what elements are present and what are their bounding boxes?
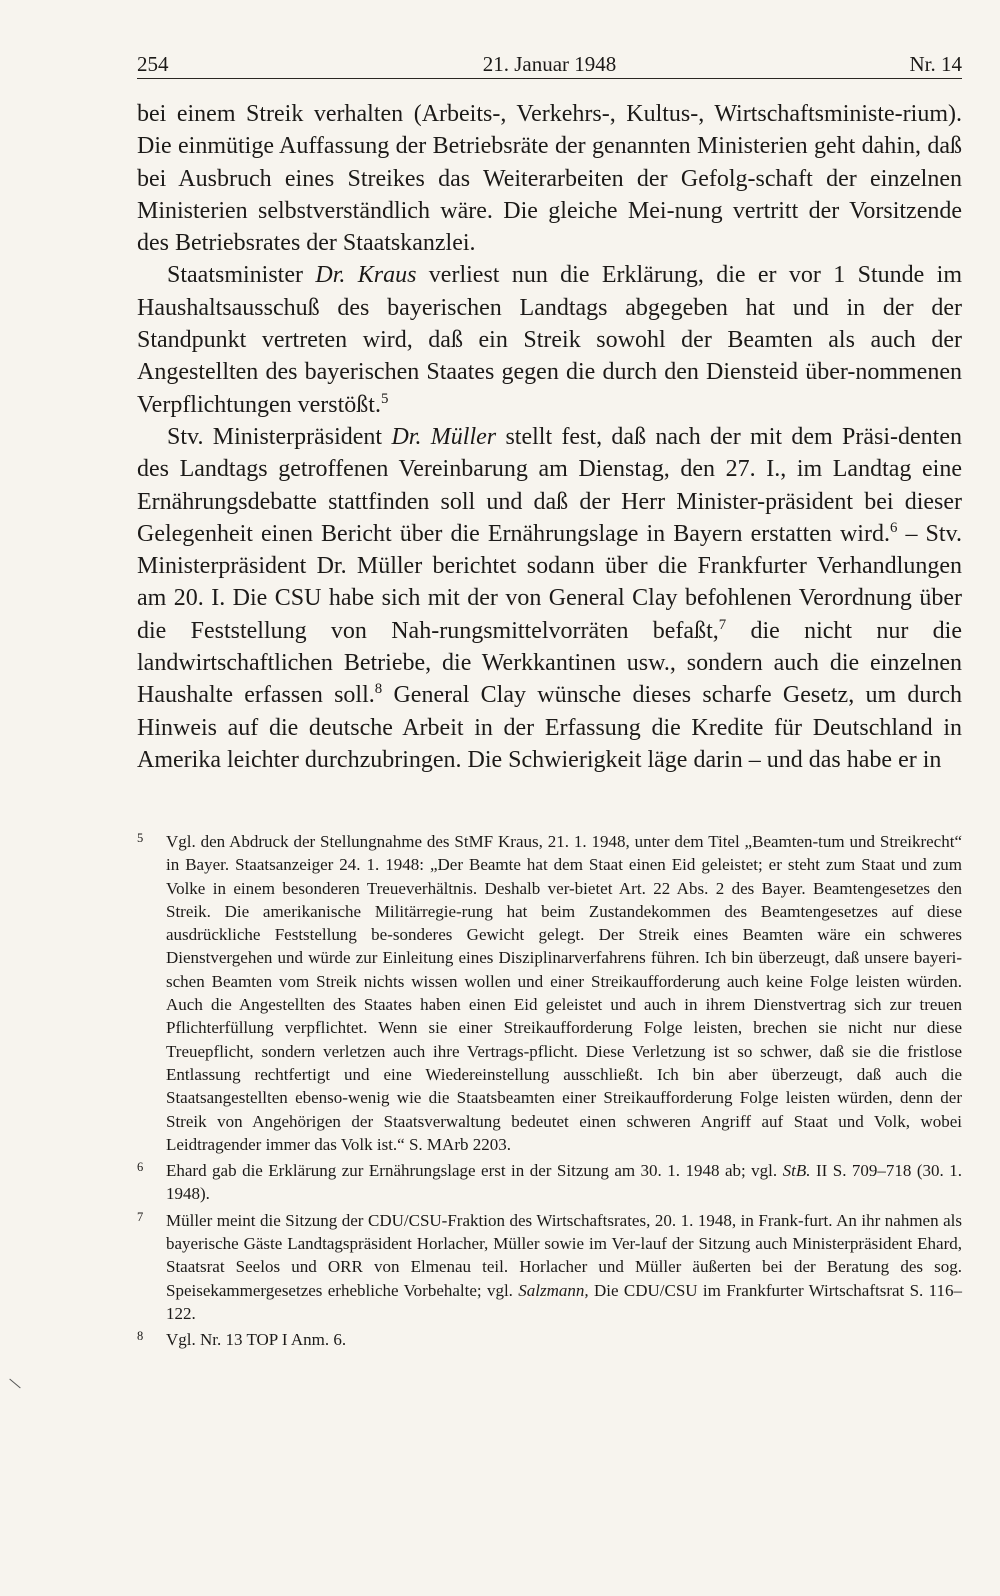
footnote-8 [137, 1328, 962, 1351]
paragraph-2-text-a: Staatsminister [167, 262, 316, 289]
footnote-8-text: Vgl. Nr. 13 TOP I Anm. 6. [166, 1330, 347, 1350]
footnote-5 [137, 830, 962, 1156]
footnote-6 [137, 1159, 962, 1206]
footnote-marker-6: 6 [137, 1160, 144, 1175]
header-rule [137, 78, 962, 79]
footnote-6-text-a: Ehard gab die Erklärung zur Ernährungslage erst in der Sitzung am 30. 1. 1948 ab; vgl. [166, 1161, 783, 1181]
page-number: 254 [137, 52, 169, 76]
footnote-7 [137, 1209, 962, 1325]
paragraph-3-text-a: Stv. Ministerpräsident [167, 423, 392, 450]
paragraph-2-text-b: verliest nun die Erklärung, die er vor 1 Stunde im Haushaltsausschuß des bayerischen Landtags abgegeben hat und in der der Standpunkt vertreten wird, daß ein Streik sowohl der Beamten als auch der Angestellten des bayerischen Staates gegen die durch den Diensteid über-nommenen Verpflichtungen verstößt. [137, 262, 963, 418]
footnote-7-text-b: Die CDU/CSU im Frankfurter Wirtschaftsrat S. 116–122. [166, 1280, 962, 1323]
paragraph-3-text-d: die nicht nur die landwirtschaftlichen Betriebe, die Werkkantinen usw., sondern auch die einzelnen Haushalte erfassen soll. [137, 617, 963, 709]
footnote-7-author: Salzmann, [518, 1280, 589, 1300]
person-name-kraus: Dr. Kraus [315, 262, 417, 289]
footnote-ref-7[interactable]: 7 [718, 616, 727, 633]
document-number: Nr. 14 [909, 52, 962, 76]
paragraph-3-text-b: stellt fest, daß nach der mit dem Präsi-denten des Landtags getroffenen Vereinbarung am Dienstag, den 27. I., im Landtag eine Ernährungsdebatte stattfinden soll und daß der Herr Minister-präsident bei dieser Gelegenheit einen Bericht über die Ernährungslage in Bayern erstatten wird. [137, 423, 962, 547]
footnote-6-text-b: II S. 709–718 (30. 1. 1948). [166, 1161, 962, 1204]
paragraph-1-text: bei einem Streik verhalten (Arbeits-, Verkehrs-, Kultus-, Wirtschaftsministe-rium). Die einmütige Auffassung der Betriebsräte der genannten Ministerien geht dahin, daß bei Ausbruch eines Streikes das Weiterarbeiten der Gefolg-schaft der einzelnen Ministerien selbstverständlich wäre. Die gleiche Mei-nung vertritt der Vorsitzende des Betriebsrates der Staatskanzlei. [137, 101, 962, 257]
header-date: 21. Januar 1948 [482, 52, 617, 76]
paragraph-3-text-c: – Stv. Ministerpräsident Dr. Müller berichtet sodann über die Frankfurter Verhandlungen am 20. I. Die CSU habe sich mit der von General Clay befohlenen Verordnung über die Feststellung von Nah-rungsmittelvorräten befaßt, [137, 520, 962, 644]
paragraph-2 [137, 259, 962, 420]
paragraph-3-text-e: General Clay wünsche dieses scharfe Gesetz, um durch Hinweis auf die deutsche Arbeit in der Erfassung die Kredite für Deutschland in Amerika leichter durchzubringen. Die Schwierigkeit läge darin – und das habe er in [137, 682, 962, 773]
footnote-ref-5[interactable]: 5 [380, 390, 389, 407]
footnote-marker-7: 7 [137, 1209, 144, 1224]
footnote-5-text: Vgl. den Abdruck der Stellungnahme des StMF Kraus, 21. 1. 1948, unter dem Titel „Beamten-tum und Streikrecht“ in Bayer. Staatsanzeiger 24. 1. 1948: „Der Beamte hat dem Staat einen Eid geleistet; er steht zum Staat und zum Volke in einem besonderen Treueverhältnis. Deshalb ver-bietet Art. 22 Abs. 2 des Bayer. Beamtengesetzes den Streik. Die amerikanische Militärregie-rung hat beim Zustandekommen des Beamtengesetzes auf diese ausdrückliche Feststellung be-sonderes Gewicht gelegt. Der Streik eines Beamten wäre ein schweres Dienstvergehen und würde zur Einleitung eines Disziplinarverfahrens führen. Ich bin überzeugt, daß unsere bayeri-schen Beamten vom Streik nichts wissen wollen und einer Streikaufforderung auch keine Folge leisten würden. Auch die Angestellten des Staates haben einen Eid geleistet und auch in ihrem Dienstvertrag sich zur treuen Pflichterfüllung verpflichtet. Wenn sie einer Streikaufforderung Folge leisten, brechen sie nicht nur diese Treuepflicht, sondern verletzen auch ihre Vertrags-pflicht. Diese Verletzung ist so schwer, daß sie die fristlose Entlassung rechtfertigt und eine Wiedereinstellung ausschließt. Ich bin aber überzeugt, daß auch die Staatsangestellten ebenso-wenig wie die Staatsbeamten einer Streikaufforderung Folge leisten würden, denn der Streik von Angehörigen der Staatsverwaltung bedeutet einen schweren Angriff auf Staat und Volk, wobei Leidtragender immer das Volk ist.“ S. MArb 2203. [166, 832, 962, 1154]
footnote-7-text-a: Müller meint die Sitzung der CDU/CSU-Fraktion des Wirtschaftsrates, 20. 1. 1948, in Frank-furt. An ihr nahmen als bayerische Gäste Landtagspräsident Horlacher, Müller sowie im Ver-lauf der Sitzung auch Ministerpräsident Ehard, Staatsrat Seelos und ORR von Elmenau teil. Horlacher und Müller äußerten bei der Beratung des sog. Speisekammergesetzes erhebliche Vorbehalte; vgl. [166, 1210, 962, 1300]
main-text [137, 98, 962, 776]
footnote-ref-6[interactable]: 6 [889, 519, 898, 536]
footnotes [137, 830, 962, 1352]
person-name-mueller: Dr. Müller [391, 423, 497, 450]
paragraph-1 [137, 98, 962, 259]
footnote-marker-8: 8 [137, 1329, 144, 1344]
footnote-ref-8[interactable]: 8 [374, 681, 383, 698]
paragraph-3 [137, 421, 962, 776]
footnote-marker-5: 5 [137, 831, 144, 845]
margin-pencil-mark [9, 1379, 20, 1389]
footnote-6-source: StB. [782, 1161, 811, 1181]
